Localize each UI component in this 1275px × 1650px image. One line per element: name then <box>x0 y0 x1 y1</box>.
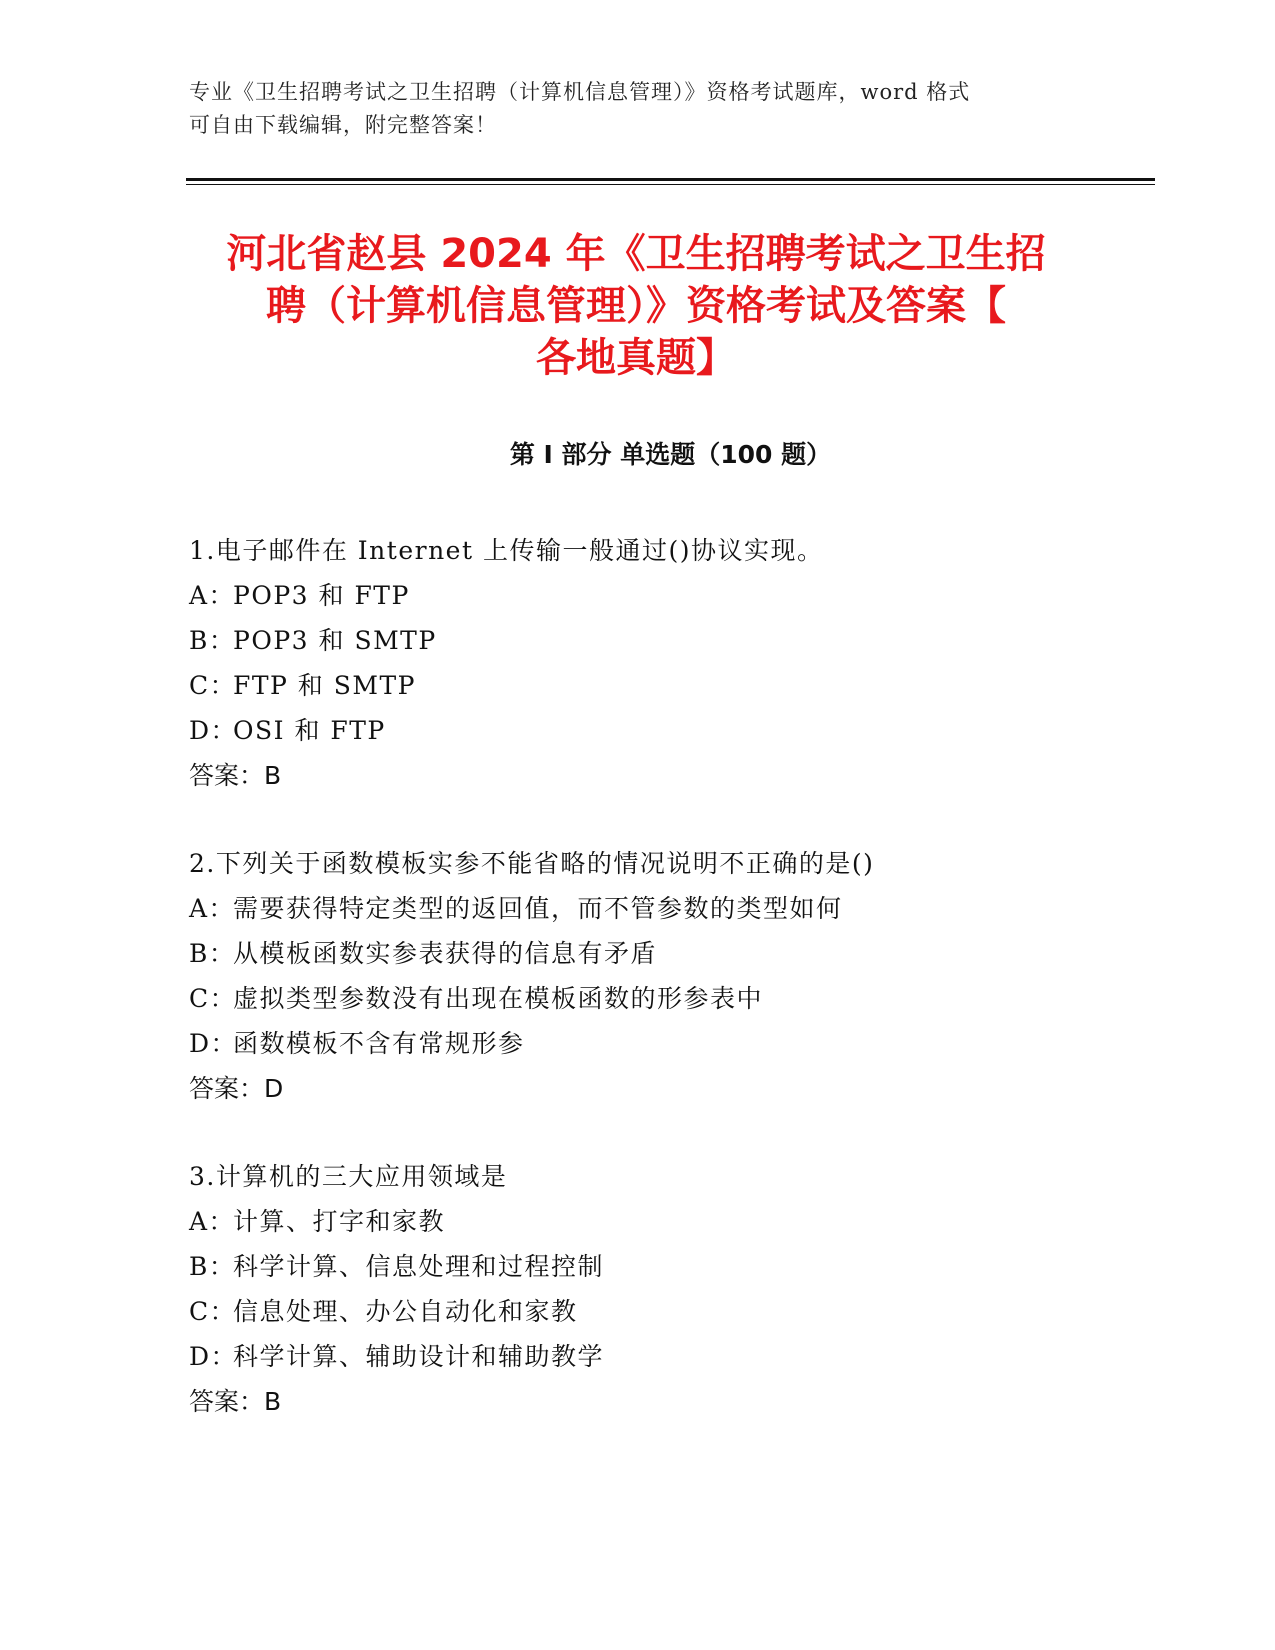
document-title-line-2: 聘（计算机信息管理）》资格考试及答案【 <box>266 283 1006 329</box>
option-key: A： <box>189 581 236 610</box>
section-heading: 第 I 部分 单选题（100 题） <box>509 440 832 469</box>
option-a <box>189 573 1149 618</box>
option-text: 科学计算、信息处理和过程控制 <box>233 1252 605 1281</box>
option-key: D： <box>189 1342 238 1371</box>
option-key: C： <box>189 1297 237 1326</box>
question-3 <box>189 1154 1149 1424</box>
header-note-line-1: 专业《卫生招聘考试之卫生招聘（计算机信息管理）》资格考试题库，word 格式 <box>189 80 971 104</box>
answer-line: 答案：D <box>189 1074 284 1103</box>
option-a <box>189 886 1149 931</box>
option-text: 从模板函数实参表获得的信息有矛盾 <box>233 939 658 968</box>
option-text: POP3 和 SMTP <box>233 626 437 655</box>
question-1 <box>189 528 1149 798</box>
header-note-line-2: 可自由下载编辑，附完整答案！ <box>189 113 497 137</box>
option-c <box>189 1289 1149 1334</box>
option-text: 需要获得特定类型的返回值，而不管参数的类型如何 <box>233 894 843 923</box>
question-stem: 2.下列关于函数模板实参不能省略的情况说明不正确的是() <box>189 849 875 878</box>
question-stem: 1.电子邮件在 Internet 上传输一般通过()协议实现。 <box>189 536 824 565</box>
option-b <box>189 1244 1149 1289</box>
option-b <box>189 618 1149 663</box>
question-list <box>189 528 1149 1467</box>
option-key: B： <box>189 626 236 655</box>
header-divider-thin <box>186 184 1155 185</box>
option-key: C： <box>189 984 237 1013</box>
option-key: A： <box>189 1207 236 1236</box>
header-divider-thick <box>186 178 1155 181</box>
option-text: FTP 和 SMTP <box>233 671 416 700</box>
option-key: D： <box>189 716 238 745</box>
option-key: D： <box>189 1029 238 1058</box>
option-c <box>189 663 1149 708</box>
option-a <box>189 1199 1149 1244</box>
option-d <box>189 1334 1149 1379</box>
option-text: 函数模板不含有常规形参 <box>233 1029 525 1058</box>
option-b <box>189 931 1149 976</box>
option-d <box>189 708 1149 753</box>
option-key: A： <box>189 894 236 923</box>
option-text: POP3 和 FTP <box>233 581 410 610</box>
option-key: C： <box>189 671 237 700</box>
answer-line: 答案：B <box>189 761 282 790</box>
option-key: B： <box>189 1252 236 1281</box>
header-note <box>189 76 1089 142</box>
option-c <box>189 976 1149 1021</box>
answer-line: 答案：B <box>189 1387 282 1416</box>
option-text: 计算、打字和家教 <box>233 1207 446 1236</box>
option-d <box>189 1021 1149 1066</box>
document-title-line-3: 各地真题】 <box>536 335 736 381</box>
option-text: 虚拟类型参数没有出现在模板函数的形参表中 <box>233 984 764 1013</box>
option-text: 信息处理、办公自动化和家教 <box>233 1297 578 1326</box>
document-title <box>186 228 1086 384</box>
option-text: OSI 和 FTP <box>233 716 386 745</box>
question-stem: 3.计算机的三大应用领域是 <box>189 1162 508 1191</box>
option-key: B： <box>189 939 236 968</box>
question-2 <box>189 841 1149 1111</box>
option-text: 科学计算、辅助设计和辅助教学 <box>233 1342 605 1371</box>
document-title-line-1: 河北省赵县 2024 年《卫生招聘考试之卫生招 <box>226 231 1046 277</box>
